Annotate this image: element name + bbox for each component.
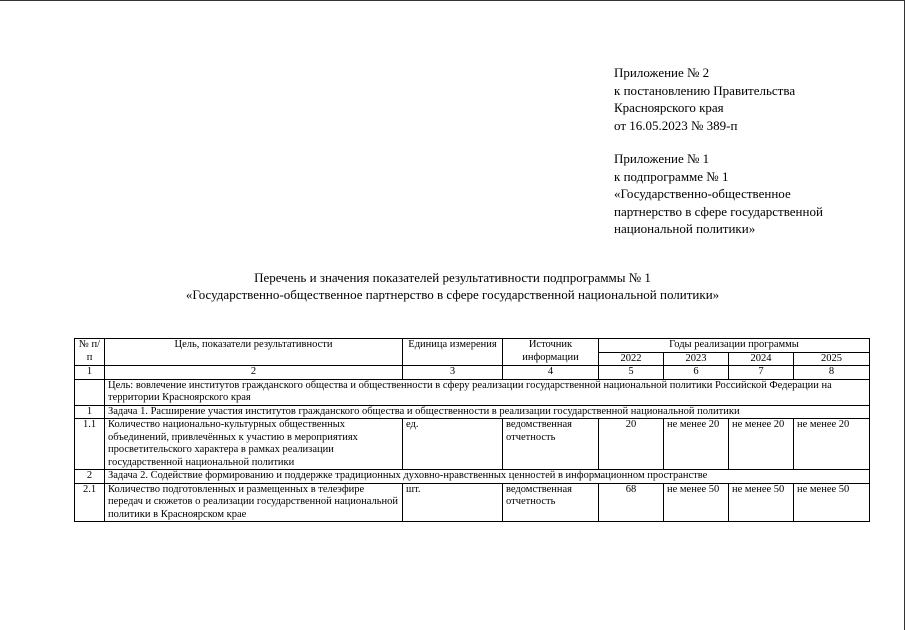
- annex-sub-line: Приложение № 1: [614, 151, 710, 166]
- header-goal: Цель, показатели результативности: [105, 339, 403, 366]
- header-year: 2022: [599, 352, 664, 366]
- goal-num-cell: [75, 379, 105, 405]
- indicator-source: ведомственная отчетность: [503, 419, 599, 470]
- header-year: 2024: [729, 352, 794, 366]
- column-number: 5: [599, 366, 664, 380]
- indicator-row: [75, 419, 870, 470]
- title-line-2: «Государственно-общественное партнерство в сфере государственной национальной политики»: [185, 287, 720, 302]
- annex-sub-line: к подпрограмме № 1: [614, 168, 729, 184]
- header-num: № п/п: [75, 339, 105, 366]
- indicator-value-2023: не менее 20: [664, 419, 729, 470]
- indicator-num: 2.1: [75, 483, 105, 522]
- column-number: 2: [105, 366, 403, 380]
- indicator-unit: шт.: [403, 483, 503, 522]
- annex-main-block: [614, 64, 795, 134]
- header-source: Источник информации: [503, 339, 599, 366]
- indicator-value-2024: не менее 20: [729, 419, 794, 470]
- column-number: 7: [729, 366, 794, 380]
- column-number: 3: [403, 366, 503, 380]
- goal-text: Цель: вовлечение институтов гражданского общества и общественности в сферу реализации государственной национальной политики Российской Федерации на территории Красноярского края: [105, 379, 870, 405]
- indicator-value-2025: не менее 20: [794, 419, 870, 470]
- task-row: [75, 405, 870, 419]
- column-number: 8: [794, 366, 870, 380]
- annex-main-line: к постановлению Правительства: [614, 82, 796, 98]
- annex-main-line: Приложение № 2: [614, 65, 710, 80]
- indicator-name: Количество подготовленных и размещенных в телеэфире передач и сюжетов о реализации государственной национальной политики в Красноярском крае: [105, 483, 403, 522]
- indicator-value-2022: 20: [599, 419, 664, 470]
- title-line-1: Перечень и значения показателей результативности подпрограммы № 1: [254, 270, 651, 285]
- column-number: 4: [503, 366, 599, 380]
- annex-sub-line: «Государственно-общественное: [614, 186, 791, 201]
- goal-row: [75, 379, 870, 405]
- task-text: Задача 1. Расширение участия институтов гражданского общества и общественности в реализации государственной национальной политики: [105, 405, 870, 419]
- indicator-source: ведомственная отчетность: [503, 483, 599, 522]
- indicator-value-2024: не менее 50: [729, 483, 794, 522]
- column-number: 6: [664, 366, 729, 380]
- task-text: Задача 2. Содействие формированию и поддержке традиционных духовно-нравственных ценностей в информационном пространстве: [105, 470, 870, 484]
- document-title: [60, 269, 845, 303]
- indicator-row: [75, 483, 870, 522]
- indicator-unit: ед.: [403, 419, 503, 470]
- task-row: [75, 470, 870, 484]
- annex-sub-line: партнерство в сфере государственной: [614, 203, 823, 219]
- indicator-value-2025: не менее 50: [794, 483, 870, 522]
- header-year: 2025: [794, 352, 870, 366]
- annex-main-line: от 16.05.2023 № 389-п: [614, 117, 738, 133]
- annex-sub-block: [614, 150, 823, 238]
- column-number-row: [75, 366, 870, 380]
- header-row: [75, 339, 870, 353]
- indicators-table: [74, 338, 870, 522]
- header-year: 2023: [664, 352, 729, 366]
- header-years-group: Годы реализации программы: [599, 339, 870, 353]
- column-number: 1: [75, 366, 105, 380]
- indicator-name: Количество национально-культурных общественных объединений, привлечённых к участию в мероприятиях просветительского характера в рамках реализации государственной национальной политики: [105, 419, 403, 470]
- task-num: 1: [75, 405, 105, 419]
- annex-main-line: Красноярского края: [614, 100, 724, 115]
- annex-sub-line: национальной политики»: [614, 221, 756, 236]
- header-unit: Единица измерения: [403, 339, 503, 366]
- indicator-num: 1.1: [75, 419, 105, 470]
- indicator-value-2022: 68: [599, 483, 664, 522]
- indicator-value-2023: не менее 50: [664, 483, 729, 522]
- page-edge-top: [0, 0, 905, 1]
- task-num: 2: [75, 470, 105, 484]
